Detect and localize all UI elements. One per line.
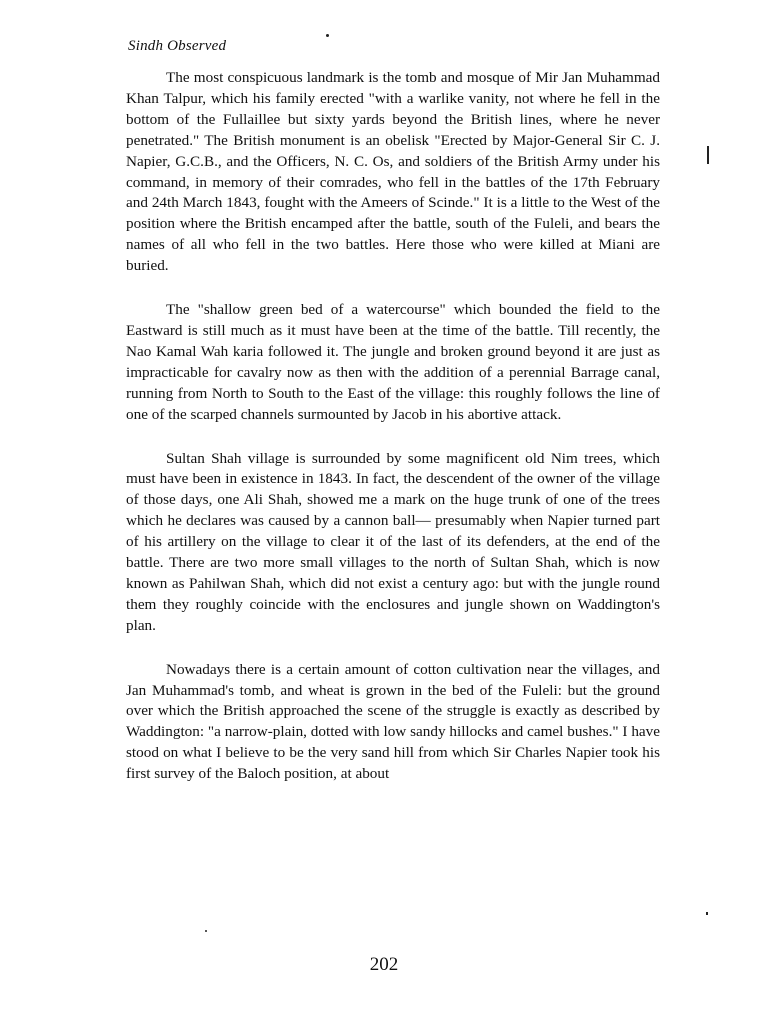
scan-speck bbox=[205, 930, 207, 932]
scan-mark bbox=[707, 146, 709, 164]
body-text bbox=[126, 68, 660, 808]
running-head: Sindh Observed bbox=[128, 38, 227, 54]
paragraph-2: The "shallow green bed of a watercourse" which bounded the field to the Eastward is still much as it must have been at the time of the battle. Till recently, the Nao Kamal Wah karia followed it. The jungle and broken ground beyond it are just as impracticable for cavalry now as then with the addition of a perennial Barrage canal, running from North to South to the East of the village: this roughly follows the line of one of the scarped channels surmounted by Jacob in his abortive attack. bbox=[126, 301, 660, 423]
paragraph-4: Nowadays there is a certain amount of cotton cultivation near the villages, and Jan Muhammad's tomb, and wheat is grown in the bed of the Fuleli: but the ground over which the British approached the scene of the struggle is exactly as described by Waddington: "a narrow-plain, dotted with low sandy hillocks and camel bushes." I have stood on what I believe to be the very sand hill from which Sir Charles Napier took his first survey of the Baloch position, at about bbox=[126, 660, 660, 783]
scan-speck bbox=[706, 912, 708, 915]
paragraph-1: The most conspicuous landmark is the tomb and mosque of Mir Jan Muhammad Khan Talpur, which his family erected "with a warlike vanity, not where he fell in the bottom of the Fullaillee but sixty yards beyond the British lines, where he never penetrated." The British monument is an obelisk "Erected by Major-General Sir C. J. Napier, G.C.B., and the Officers, N. C. Os, and soldiers of the British Army under his command, in memory of their comrades, who fell in the battles of the 17th February and 24th March 1843, fought with the Ameers of Scinde." It is a little to the West of the position where the British encamped after the battle, south of the Fuleli, and bears the names of all who fell in the two battles. Here those who were killed at Miani are buried. bbox=[126, 69, 660, 275]
scan-speck bbox=[326, 34, 329, 37]
paragraph-3: Sultan Shah village is surrounded by some magnificent old Nim trees, which must have been in existence in 1843. In fact, the descendent of the owner of the village of those days, one Ali Shah, showed me a mark on the huge trunk of one of the trees which he declares was caused by a cannon ball— presumably when Napier turned part of his artillery on the village to clear it of the last of its defenders, at the end of the battle. There are two more small villages to the north of Sultan Shah, which is now known as Pahilwan Shah, which did not exist a century ago: but with the jungle round them they roughly coincide with the enclosures and jungle shown on Waddington's plan. bbox=[126, 449, 660, 634]
page-number: 202 bbox=[369, 954, 399, 975]
